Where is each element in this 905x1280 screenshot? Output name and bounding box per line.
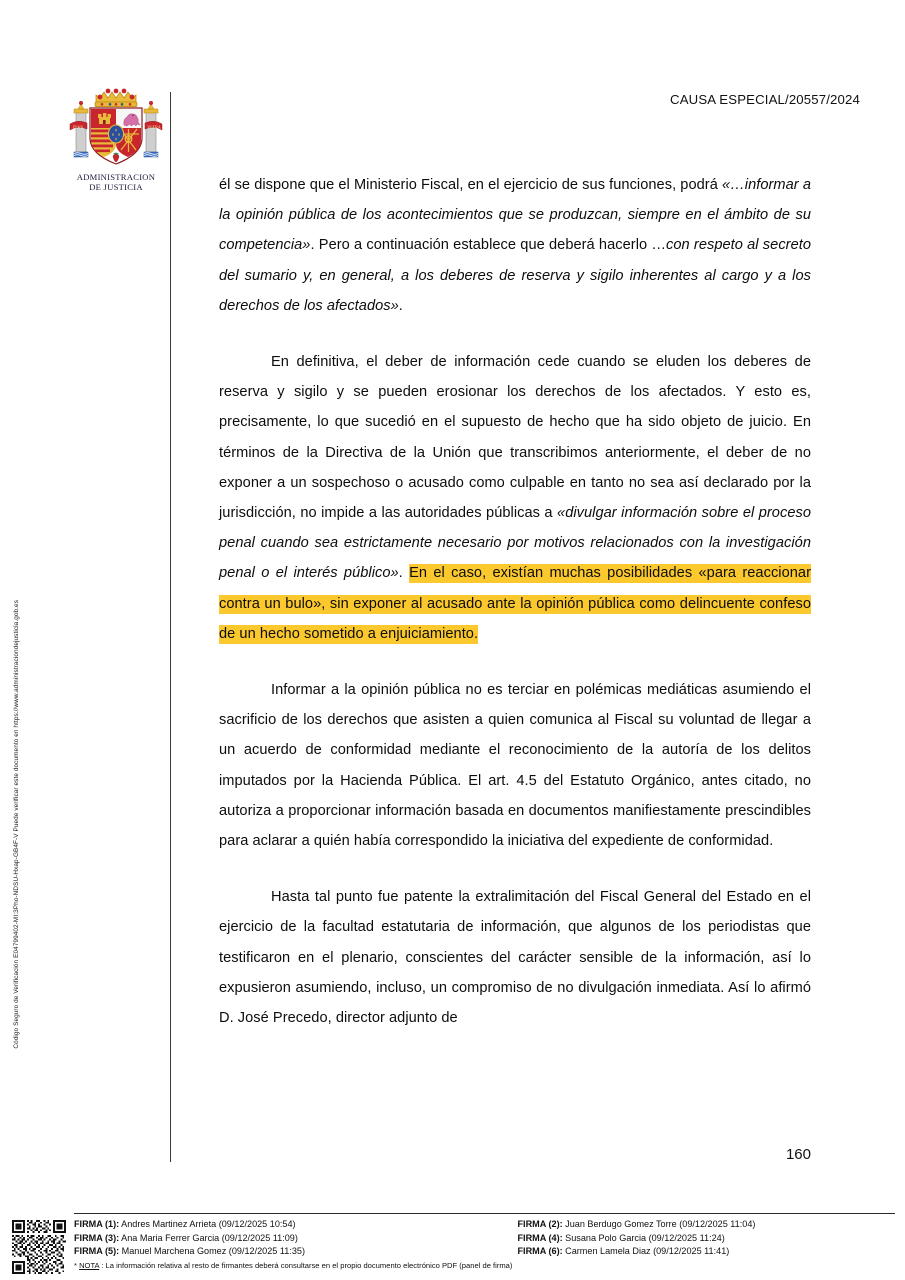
paragraph-1	[219, 170, 811, 321]
signature-row	[74, 1245, 485, 1259]
p1-run-3: . Pero a continuación establece que deberá hacerlo …	[310, 237, 667, 254]
note-underlined: NOTA	[79, 1261, 100, 1270]
signature-value: Susana Polo Garcia (09/12/2025 11:24)	[565, 1232, 725, 1243]
p2-run-2-italic: «divulgar información sobre el proceso penal cuando sea estrictamente necesario por motivos relacionados con la investigación penal o el interés público»	[219, 505, 812, 582]
signature-label: FIRMA (4):	[517, 1232, 563, 1243]
paragraph-3: Informar a la opinión pública no es terciar en polémicas mediáticas asumiendo el sacrificio de los derechos que asisten a quien comunica al Fiscal su voluntad de llegar a un acuerdo de conformidad mediante el reconocimiento de la autoría de los delitos imputados por la Hacienda Pública. El art. 4.5 del Estatuto Orgánico, antes citado, no autoriza a proporcionar información basada en documentos manifiestamente prescindibles para aclarar a quién había correspondido la iniciativa del expediente de conformidad.	[219, 682, 811, 850]
signature-row	[74, 1232, 485, 1246]
signature-row	[74, 1218, 485, 1232]
signature-value: Juan Berdugo Gomez Torre (09/12/2025 11:04)	[565, 1219, 756, 1230]
document-body	[219, 170, 811, 1057]
p1-run-5: .	[398, 297, 403, 314]
signature-label: FIRMA (5):	[74, 1246, 120, 1257]
note-rest: : La información relativa al resto de firmantes deberá consultarse en el propio documento electrónico PDF (panel de firma)	[99, 1261, 513, 1270]
p1-run-1: él se dispone que el Ministerio Fiscal, en el ejercicio de sus funciones, podrá	[219, 177, 722, 193]
qr-code	[12, 1220, 66, 1274]
verification-code-text: Código Seguro de Verificación E04799402-MI:3Pho-NDSU-Hxap-GB4F-V Puede verificar este documento en https://www.administraciondejusticia.gob.es	[13, 600, 20, 1049]
signature-label: FIRMA (2):	[517, 1219, 563, 1230]
margin-divider-rule	[170, 92, 171, 1162]
signature-footer	[74, 1213, 895, 1272]
signature-value: Ana Maria Ferrer Garcia (09/12/2025 11:09)	[121, 1232, 298, 1243]
signature-value: Manuel Marchena Gomez (09/12/2025 11:35)	[121, 1246, 305, 1257]
signature-row	[485, 1218, 896, 1232]
signature-label: FIRMA (1):	[74, 1219, 120, 1230]
signature-value: Carmen Lamela Diaz (09/12/2025 11:41)	[565, 1246, 730, 1257]
p2-run-1: En definitiva, el deber de información cede cuando se eluden los deberes de reserva y sigilo y se pueden erosionar los derechos de los afectados. Y esto es, precisamente, lo que sucedió en el supuesto de hecho que ha sido objeto de juicio. En términos de la Directiva de la Unión que transcribimos anteriormente, el deber de no exponer a un sospechoso o acusado como culpable en tanto no sea así declarado por la jurisdicción, no impide a las autoridades públicas a	[219, 354, 811, 522]
signature-label: FIRMA (3):	[74, 1232, 120, 1243]
emblem-caption-line-1: ADMINISTRACION	[76, 172, 156, 182]
highlighted-passage: En el caso, existían muchas posibilidades «para reaccionar contra un bulo», sin exponer al acusado ante la opinión pública como delincuente confeso de un hecho sometido a enjuiciamiento.	[219, 565, 811, 642]
case-reference-header: CAUSA ESPECIAL/20557/2024	[670, 92, 860, 107]
note-prefix: *	[74, 1261, 80, 1270]
page-number: 160	[785, 1146, 811, 1163]
signature-column-right	[485, 1218, 896, 1259]
signature-grid	[74, 1218, 895, 1259]
p1-run-2-italic: «…informar a la opinión pública de los acontecimientos que se produzcan, siempre en el ámbito de su competencia»	[219, 177, 811, 254]
svg-text:VLTRA: VLTRA	[147, 124, 161, 130]
signature-value: Andres Martinez Arrieta (09/12/2025 10:54)	[121, 1219, 296, 1230]
signature-column-left	[74, 1218, 485, 1259]
verification-code-strip	[14, 600, 28, 1200]
p1-run-4-italic: con respeto al secreto del sumario y, en general, a los deberes de reserva y sigilo inherentes al cargo y a los derechos de los afectados»	[219, 237, 812, 314]
signature-note	[74, 1260, 895, 1272]
signature-label: FIRMA (6):	[517, 1246, 563, 1257]
svg-text:PLVS: PLVS	[73, 124, 83, 130]
emblem-caption-line-2: DE JUSTICIA	[89, 182, 143, 193]
signature-row	[485, 1245, 896, 1259]
p2-run-3: .	[398, 565, 410, 582]
signature-row	[485, 1232, 896, 1246]
paragraph-4: Hasta tal punto fue patente la extralimitación del Fiscal General del Estado en el ejercicio de la facultad estatutaria de información, que algunos de los periodistas que testificaron en el plenario, conscientes del carácter sensible de la información, así lo expusieron asumiendo, incluso, un compromiso de no divulgación inmediata. Así lo afirmó D. José Precedo, director adjunto de	[219, 889, 811, 1027]
emblem-caption	[56, 172, 176, 192]
paragraph-2	[219, 347, 811, 649]
